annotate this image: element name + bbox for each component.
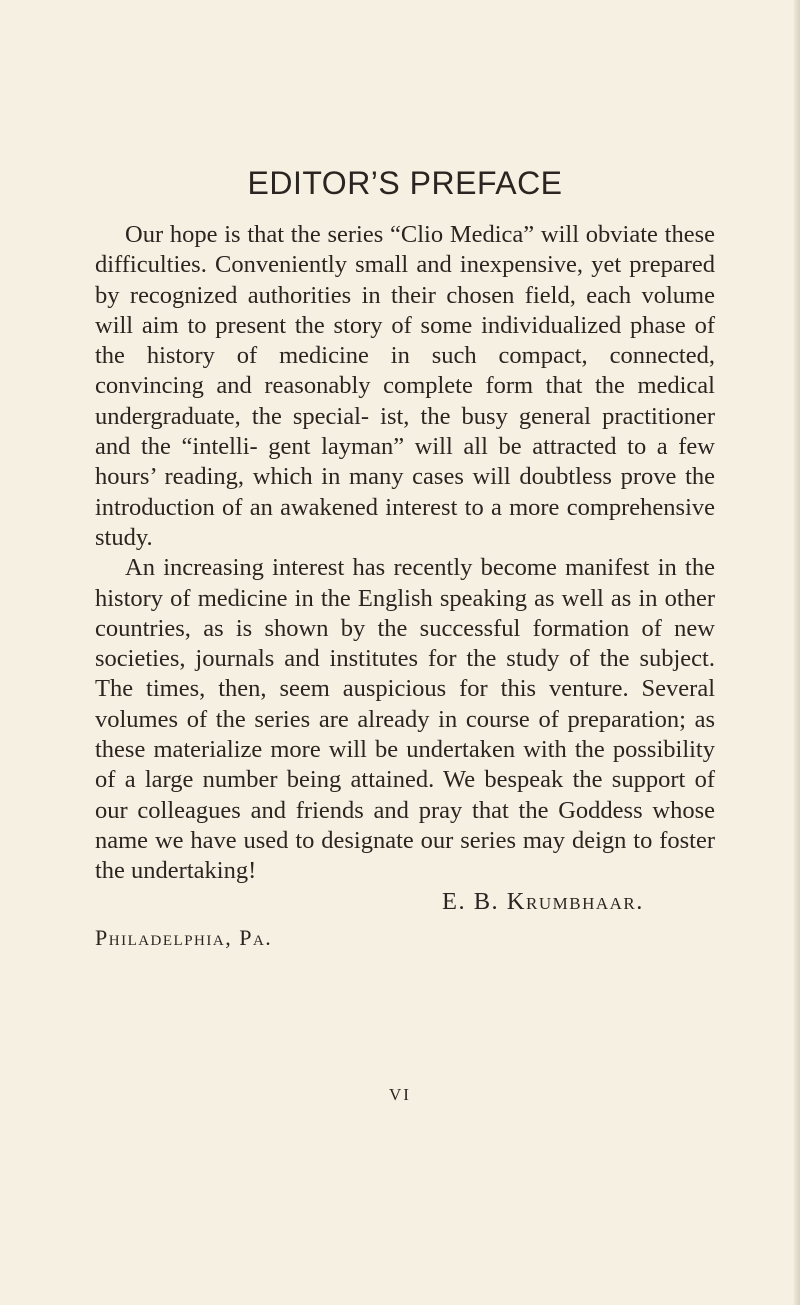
document-page: [95, 165, 715, 953]
page-edge-shadow: [794, 0, 800, 1305]
page-title: EDITOR’S PREFACE: [247, 165, 563, 201]
paragraph-2: An increasing interest has recently become manifest in the history of medicine in the English speaking as well as in other countries, as is shown by the successful formation of new societies, journals and institutes for the study of the subject. The times, then, seem auspicious for this venture. Several volumes of the series are already in course of preparation; as these materialize more will be undertaken with the possibility of a large number being attained. We bespeak the support of our colleagues and friends and pray that the Goddess whose name we have used to designate our series may deign to foster the undertaking!: [95, 554, 715, 885]
place-line: Philadelphia, Pa.: [95, 924, 273, 950]
author-signature: E. B. Krumbhaar.: [442, 887, 644, 915]
paragraph-1: Our hope is that the series “Clio Medica” will obviate these difficulties. Conveniently small and inexpensive, yet prepared by recognized authorities in their chosen field, each volume will aim to present the story of some individualized phase of the history of medicine in such compact, connected, convincing and reasonably complete form that the medical undergraduate, the special- ist, the busy general practitioner and the “intelli- gent layman” will all be attracted to a few hours’ reading, which in many cases will doubtless prove the introduction of an awakened interest to a more comprehensive study.: [95, 221, 715, 551]
page-number: vi: [389, 1080, 411, 1106]
preface-body: [95, 220, 715, 887]
